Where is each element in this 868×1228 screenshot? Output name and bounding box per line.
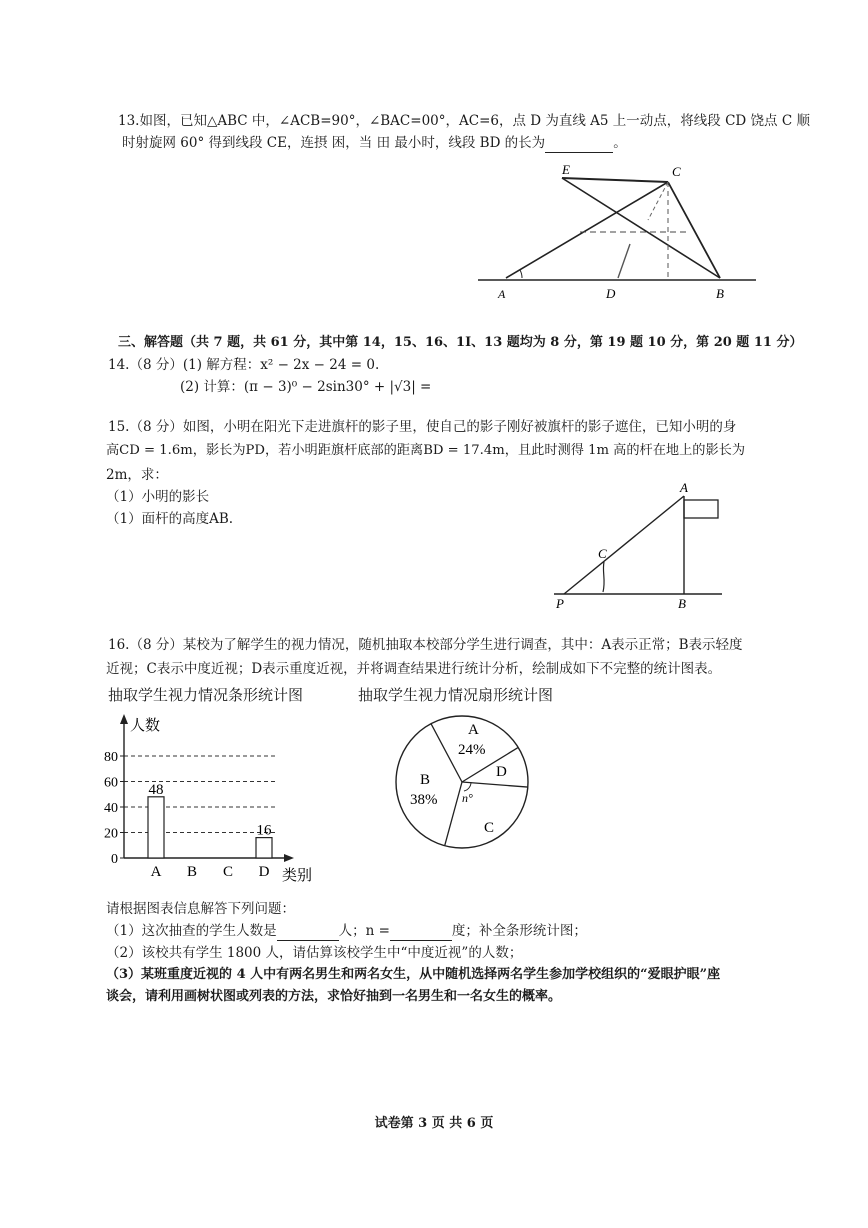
- pie-chart: [392, 704, 542, 864]
- bar-value-label-A: 48: [148, 781, 164, 798]
- q14-line2: (2) 计算：(π − 3)⁰ − 2sin30° + |√3| =: [180, 379, 432, 395]
- bar-A: [148, 797, 164, 858]
- q16-line2: 近视；C表示中度近视；D表示重度近视，并将调查结果进行统计分析，绘制成如下不完整的统计图表。: [106, 661, 722, 677]
- bar-category-label-A: A: [150, 864, 162, 880]
- q13-label-e: E: [562, 162, 570, 177]
- q16-item1-a: （1）这次抽查的学生人数是: [106, 923, 277, 939]
- q15-sub1: （1）小明的影长: [106, 489, 210, 505]
- q15-label-b: B: [678, 596, 686, 611]
- bar-D: [256, 838, 272, 858]
- q16-item3-line1: （3）某班重度近视的 4 人中有两名男生和两名女生，从中随机选择两名学生参加学校组织的“爱眼护眼”座: [106, 967, 721, 982]
- bar-y-tick-label: 0: [111, 852, 118, 867]
- q15-line3: 2m，求：: [106, 467, 168, 483]
- q13-line2-end: 。: [613, 135, 627, 151]
- bar-chart: [100, 712, 330, 888]
- bar-y-axis-arrow: [120, 714, 128, 724]
- q14-line1: 14.（8 分）(1) 解方程：x² − 2x − 24 = 0.: [108, 357, 380, 373]
- section3-heading: 三、解答题（共 7 题，共 61 分，其中第 14，15、16、1I、13 题均为 8 分，第 19 题 10 分，第 20 题 11 分）: [118, 335, 803, 350]
- q15-figure: [548, 480, 738, 616]
- q16-item3-line2: 谈会，请利用画树状图或列表的方法，求恰好抽到一名男生和一名女生的概率。: [106, 989, 562, 1004]
- pie-pct-b: 38%: [410, 792, 438, 808]
- bar-category-label-D: D: [258, 864, 270, 880]
- q15-shadow-ray: [564, 496, 684, 594]
- q15-sub2: （1）面杆的高度AB.: [106, 511, 234, 527]
- bar-x-axis-arrow: [284, 854, 294, 862]
- pie-pct-a: 24%: [458, 742, 486, 758]
- q13-figure: [470, 156, 770, 304]
- bar-y-tick-label: 60: [104, 775, 118, 791]
- q13-dashed-3: [618, 244, 630, 278]
- q15-label-p: P: [556, 596, 564, 611]
- q15-label-c: C: [598, 546, 607, 561]
- q13-label-d: D: [606, 286, 616, 301]
- q13-segment-ec: [562, 178, 668, 182]
- pie-angle-label: n°: [462, 791, 473, 805]
- q15-flag: [684, 500, 718, 518]
- q15-line1: 15.（8 分）如图，小明在阳光下走进旗杆的影子里，使自己的影子刚好被旗杆的影子遮住，已知小明的身: [108, 419, 737, 435]
- q16-item1-b: 人；n =: [338, 923, 390, 939]
- q13-line1: 13.如图，已知△ABC 中，∠ACB=90°，∠BAC=00°，AC=6，点 D 为直线 A5 上一动点，将线段 CD 饶点 C 顺: [118, 113, 810, 129]
- page-footer: 试卷第 3 页 共 6 页: [374, 1116, 494, 1131]
- q16-count-blank: [277, 922, 339, 941]
- q13-line2-text: 时射旋网 60° 得到线段 CE，连摂 困，当 田 最小时，线段 BD 的长为: [122, 135, 546, 151]
- bar-y-tick-label: 80: [104, 750, 118, 765]
- q13-label-b: B: [716, 286, 724, 301]
- pie-label-d: D: [496, 764, 507, 780]
- q13-segment-eb: [562, 178, 720, 278]
- bar-x-label: 类别: [282, 868, 313, 884]
- q16-item2: （2）该校共有学生 1800 人，请估算该校学生中“中度近视”的人数；: [106, 945, 523, 961]
- q13-answer-blank: [545, 134, 613, 153]
- q13-segment-cb: [668, 182, 720, 278]
- bar-category-label-C: C: [222, 864, 234, 880]
- bar-value-label-D: 16: [256, 822, 272, 839]
- q15-label-a: A: [680, 480, 688, 495]
- q13-label-c: C: [672, 164, 681, 179]
- pie-label-a: A: [468, 722, 479, 738]
- q15-person: [603, 562, 604, 592]
- q13-angle-mark: [520, 270, 522, 278]
- pie-label-c: C: [484, 820, 495, 836]
- q13-label-a: A: [498, 287, 506, 301]
- q13-line2: [122, 134, 627, 153]
- bar-y-label: 人数: [130, 718, 161, 734]
- pie-label-b: B: [420, 772, 431, 788]
- bar-y-tick-label: 20: [104, 826, 118, 842]
- bar-chart-title: 抽取学生视力情况条形统计图: [108, 686, 304, 704]
- q16-item1-c: 度；补全条形统计图；: [451, 923, 587, 939]
- q16-item1: [106, 922, 587, 941]
- q16-prompt: 请根据图表信息解答下列问题：: [106, 901, 295, 917]
- pie-chart-title: 抽取学生视力情况扇形统计图: [358, 686, 554, 704]
- bar-category-label-B: B: [186, 864, 198, 880]
- bar-y-tick-label: 40: [104, 801, 118, 816]
- q16-line1: 16.（8 分）某校为了解学生的视力情况，随机抽取本校部分学生进行调查，其中：A表示正常；B表示轻度: [108, 637, 743, 653]
- q15-line2: 高CD = 1.6m，影长为PD，若小明距旗杆底部的距离BD = 17.4m，且此时测得 1m 高的杆在地上的影长为: [106, 443, 746, 458]
- q16-angle-blank: [390, 922, 452, 941]
